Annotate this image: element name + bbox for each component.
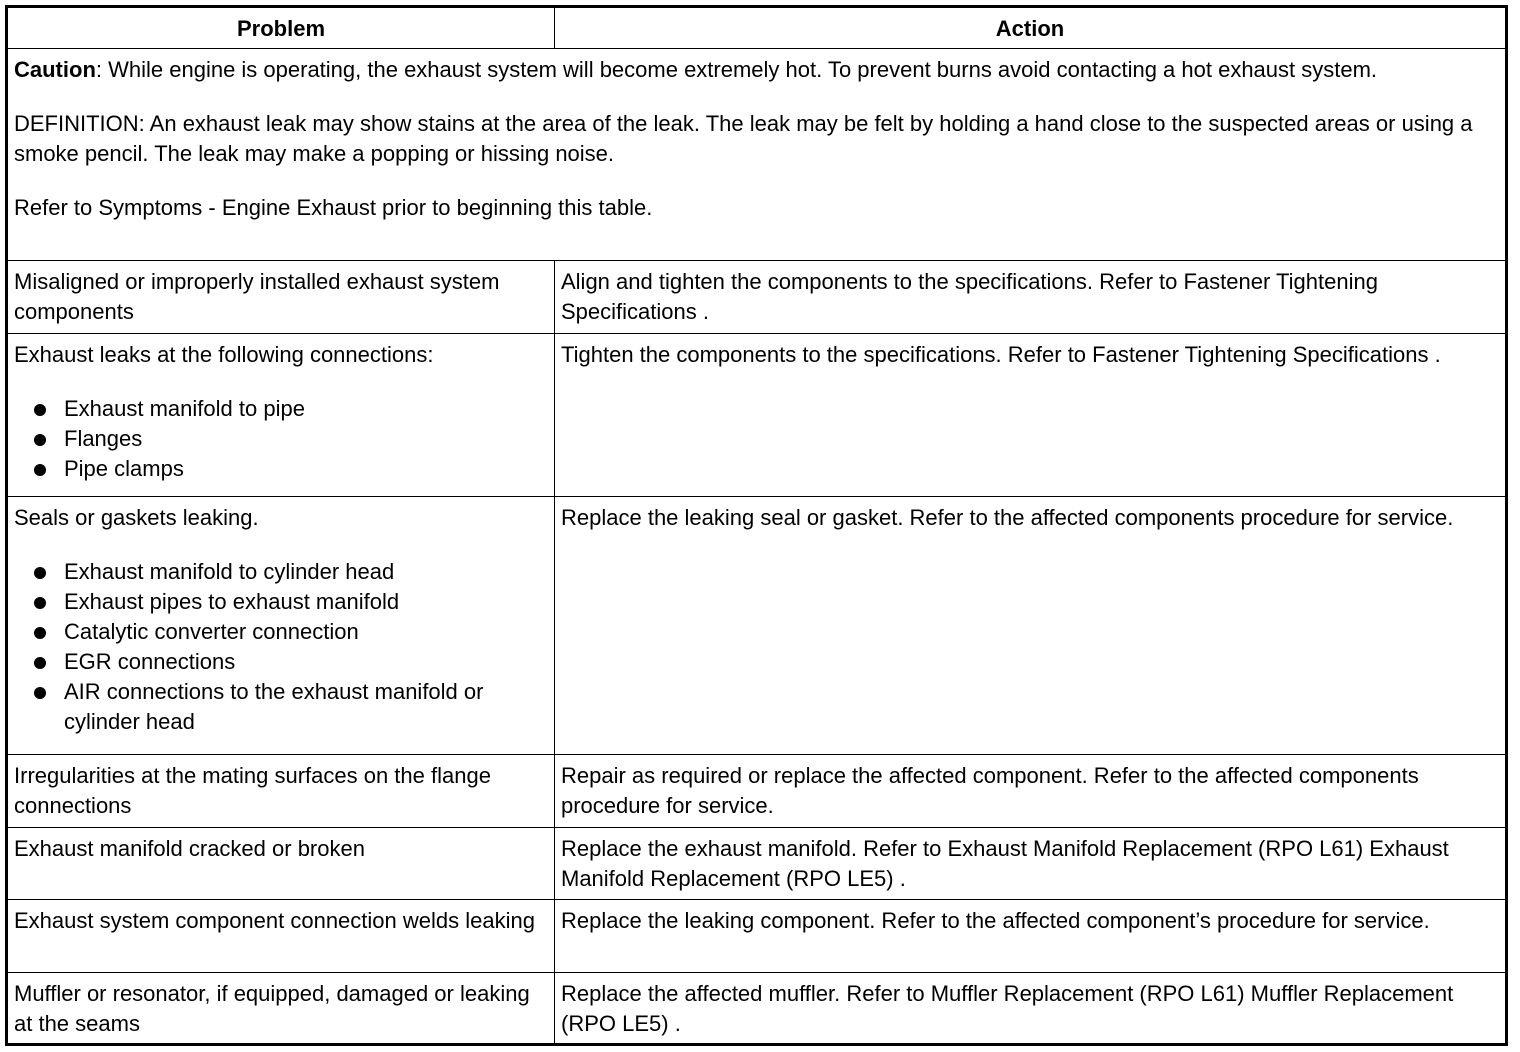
table-row <box>7 973 1507 1045</box>
list-item: Exhaust manifold to cylinder head <box>14 557 549 587</box>
problem-cell <box>7 334 555 497</box>
action-cell: Replace the leaking component. Refer to the affected component’s procedure for service. <box>555 900 1507 973</box>
refer-text: Refer to Symptoms - Engine Exhaust prior to beginning this table. <box>14 195 653 220</box>
bullet-list <box>14 557 549 737</box>
action-cell: Replace the exhaust manifold. Refer to Exhaust Manifold Replacement (RPO L61) Exhaust Manifold Replacement (RPO LE5) . <box>555 828 1507 900</box>
table-row <box>7 755 1507 828</box>
list-item: Pipe clamps <box>14 454 549 484</box>
action-cell: Align and tighten the components to the specifications. Refer to Fastener Tightening Specifications . <box>555 261 1507 334</box>
problem-cell: Exhaust system component connection welds leaking <box>7 900 555 973</box>
list-item: Exhaust pipes to exhaust manifold <box>14 587 549 617</box>
bullet-list <box>14 394 549 484</box>
header-problem: Problem <box>7 7 555 49</box>
table-row <box>7 900 1507 973</box>
list-item: Exhaust manifold to pipe <box>14 394 549 424</box>
list-item: Catalytic converter connection <box>14 617 549 647</box>
note-cell <box>7 49 1507 261</box>
problem-cell: Exhaust manifold cracked or broken <box>7 828 555 900</box>
problem-cell: Muffler or resonator, if equipped, damaged or leaking at the seams <box>7 973 555 1045</box>
note-row <box>7 49 1507 261</box>
problem-cell: Irregularities at the mating surfaces on the flange connections <box>7 755 555 828</box>
caution-body: : While engine is operating, the exhaust system will become extremely hot. To prevent burns avoid contacting a hot exhaust system. <box>95 57 1378 82</box>
table-row <box>7 828 1507 900</box>
problem-text: Seals or gaskets leaking. <box>14 505 259 530</box>
list-item: EGR connections <box>14 647 549 677</box>
header-row <box>7 7 1507 49</box>
table-row <box>7 261 1507 334</box>
problem-cell <box>7 497 555 755</box>
list-item: Flanges <box>14 424 549 454</box>
table-row <box>7 497 1507 755</box>
exhaust-diagnosis-table <box>5 5 1508 1046</box>
action-cell: Repair as required or replace the affected component. Refer to the affected components procedure for service. <box>555 755 1507 828</box>
caution-text <box>14 55 1500 85</box>
list-item: AIR connections to the exhaust manifold or cylinder head <box>14 677 549 737</box>
definition-text: DEFINITION: An exhaust leak may show stains at the area of the leak. The leak may be felt by holding a hand close to the suspected areas or using a smoke pencil. The leak may make a popping or hissing noise. <box>14 111 1473 166</box>
problem-text: Exhaust leaks at the following connections: <box>14 342 434 367</box>
problem-cell: Misaligned or improperly installed exhaust system components <box>7 261 555 334</box>
table-row <box>7 334 1507 497</box>
action-cell: Replace the affected muffler. Refer to Muffler Replacement (RPO L61) Muffler Replacement (RPO LE5) . <box>555 973 1507 1045</box>
header-action: Action <box>555 7 1507 49</box>
action-cell: Replace the leaking seal or gasket. Refer to the affected components procedure for service. <box>555 497 1507 755</box>
caution-label: Caution <box>14 57 96 82</box>
action-cell: Tighten the components to the specifications. Refer to Fastener Tightening Specifications . <box>555 334 1507 497</box>
